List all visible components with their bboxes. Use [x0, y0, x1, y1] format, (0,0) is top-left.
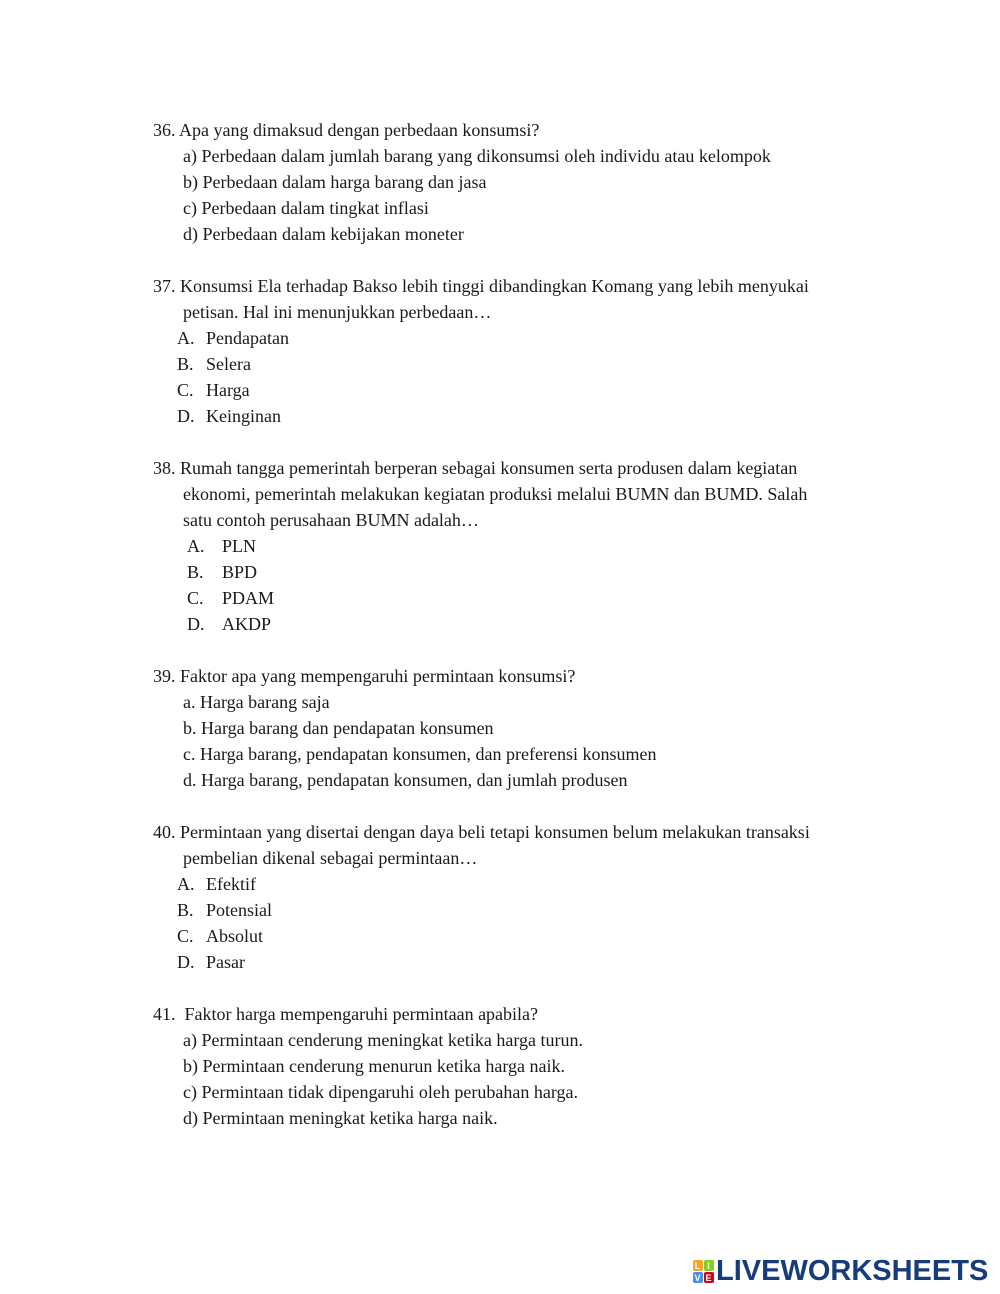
question-40-option-a-letter: A.	[177, 874, 195, 894]
logo-mark-letter-l: L	[693, 1260, 703, 1271]
liveworksheets-logo-icon	[692, 1259, 714, 1283]
question-38-option-c: PDAM	[222, 588, 275, 608]
question-39-option-a: a. Harga barang saja	[183, 692, 330, 712]
question-41-option-c: c) Permintaan tidak dipengaruhi oleh perubahan harga.	[183, 1082, 579, 1102]
logo-mark-letter-i: I	[704, 1260, 714, 1271]
logo-mark-letter-v: V	[694, 1272, 701, 1283]
question-40-option-c-letter: C.	[177, 926, 194, 946]
question-39-stem: 39. Faktor apa yang mempengaruhi permintaan konsumsi?	[153, 666, 576, 686]
question-38-option-b-letter: B.	[187, 562, 204, 582]
question-38-option-d-letter: D.	[187, 614, 205, 634]
liveworksheets-logo-text: LIVEWORKSHEETS	[716, 1254, 989, 1287]
question-40-option-b-letter: B.	[177, 900, 194, 920]
question-41-stem: 41. Faktor harga mempengaruhi permintaan apabila?	[153, 1004, 539, 1024]
question-38-option-b: BPD	[222, 562, 258, 582]
question-40-stem-continued: pembelian dikenal sebagai permintaan…	[183, 848, 478, 868]
question-37-option-c: Harga	[206, 380, 250, 400]
question-38-option-a-letter: A.	[187, 536, 205, 556]
question-39-option-d: d. Harga barang, pendapatan konsumen, dan jumlah produsen	[183, 770, 628, 790]
question-40-option-d-letter: D.	[177, 952, 195, 972]
question-40-option-b: Potensial	[206, 900, 272, 920]
question-38-stem-continued-1: ekonomi, pemerintah melakukan kegiatan produksi melalui BUMN dan BUMD. Salah	[183, 484, 808, 504]
question-38-stem-continued-2: satu contoh perusahaan BUMN adalah…	[183, 510, 479, 530]
question-40-option-d: Pasar	[206, 952, 245, 972]
question-36-option-d: d) Perbedaan dalam kebijakan moneter	[183, 224, 464, 244]
question-36-option-a: a) Perbedaan dalam jumlah barang yang dikonsumsi oleh individu atau kelompok	[183, 146, 771, 166]
question-37-option-b: Selera	[206, 354, 251, 374]
question-41-option-b: b) Permintaan cenderung menurun ketika harga naik.	[183, 1056, 566, 1076]
question-39-option-b: b. Harga barang dan pendapatan konsumen	[183, 718, 494, 738]
question-36-option-b: b) Perbedaan dalam harga barang dan jasa	[183, 172, 487, 192]
logo-mark-letter-e: E	[705, 1272, 712, 1283]
question-39-option-c: c. Harga barang, pendapatan konsumen, dan preferensi konsumen	[183, 744, 657, 764]
question-41-option-a: a) Permintaan cenderung meningkat ketika harga turun.	[183, 1030, 584, 1050]
question-37-option-c-letter: C.	[177, 380, 194, 400]
question-37-stem-continued: petisan. Hal ini menunjukkan perbedaan…	[183, 302, 492, 322]
question-38-option-a: PLN	[222, 536, 257, 556]
question-37-option-a-letter: A.	[177, 328, 195, 348]
question-37-option-a: Pendapatan	[206, 328, 289, 348]
question-38-option-d: AKDP	[222, 614, 272, 634]
question-38-option-c-letter: C.	[187, 588, 204, 608]
liveworksheets-logo	[692, 1255, 988, 1287]
question-37-option-d-letter: D.	[177, 406, 195, 426]
question-37-option-b-letter: B.	[177, 354, 194, 374]
question-38-stem: 38. Rumah tangga pemerintah berperan sebagai konsumen serta produsen dalam kegiatan	[153, 458, 798, 478]
question-37-stem: 37. Konsumsi Ela terhadap Bakso lebih tinggi dibandingkan Komang yang lebih menyukai	[153, 276, 809, 296]
question-40-option-a: Efektif	[206, 874, 256, 894]
question-40-stem: 40. Permintaan yang disertai dengan daya beli tetapi konsumen belum melakukan transaksi	[153, 822, 810, 842]
question-41-option-d: d) Permintaan meningkat ketika harga naik.	[183, 1108, 498, 1128]
question-40-option-c: Absolut	[206, 926, 264, 946]
question-36-option-c: c) Perbedaan dalam tingkat inflasi	[183, 198, 429, 218]
question-36-stem: 36. Apa yang dimaksud dengan perbedaan konsumsi?	[153, 120, 540, 140]
question-37-option-d: Keinginan	[206, 406, 281, 426]
